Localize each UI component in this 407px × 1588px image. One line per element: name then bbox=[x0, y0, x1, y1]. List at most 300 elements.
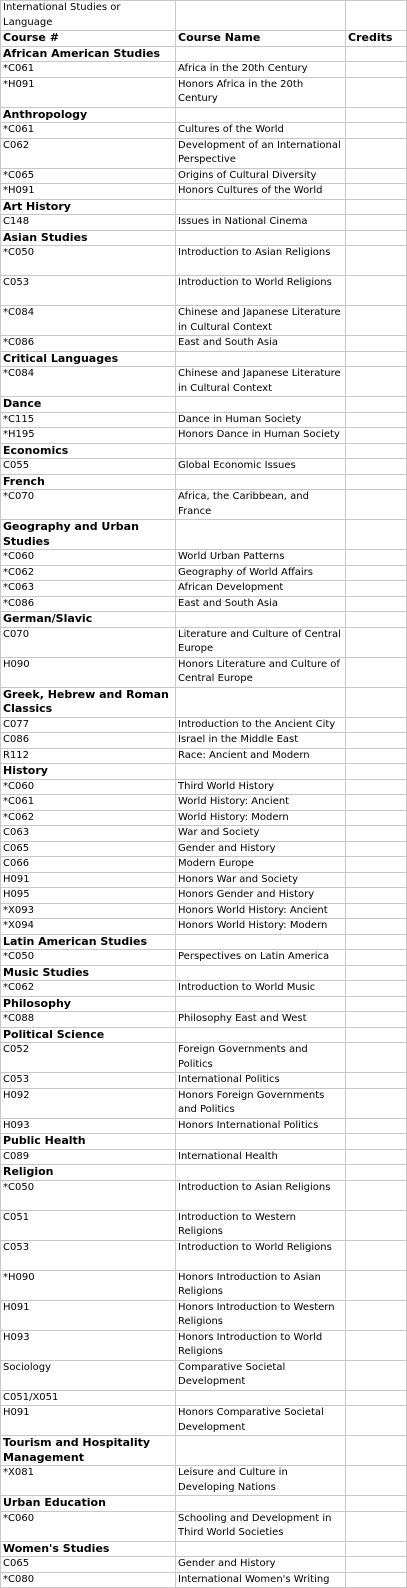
course-row bbox=[1, 733, 407, 749]
empty-cell bbox=[176, 1496, 346, 1512]
course-name: Comparative Societal Development bbox=[176, 1360, 346, 1390]
department-name: Public Health bbox=[1, 1134, 176, 1150]
course-row bbox=[1, 717, 407, 733]
course-row bbox=[1, 246, 407, 276]
course-row bbox=[1, 428, 407, 444]
course-row bbox=[1, 1210, 407, 1240]
course-number: C148 bbox=[1, 215, 176, 231]
course-name: Literature and Culture of Central Europe bbox=[176, 627, 346, 657]
credits-cell bbox=[346, 138, 407, 168]
course-number: C053 bbox=[1, 1073, 176, 1089]
course-number: C086 bbox=[1, 733, 176, 749]
course-row bbox=[1, 1149, 407, 1165]
empty-cell bbox=[176, 996, 346, 1012]
course-number: *C050 bbox=[1, 950, 176, 966]
credits-cell bbox=[346, 1496, 407, 1512]
course-row bbox=[1, 1390, 407, 1406]
course-number: C066 bbox=[1, 857, 176, 873]
credits-cell bbox=[346, 490, 407, 520]
course-number: *C061 bbox=[1, 123, 176, 139]
department-name: Greek, Hebrew and Roman Classics bbox=[1, 687, 176, 717]
credits-cell bbox=[346, 230, 407, 246]
department-name: Critical Languages bbox=[1, 351, 176, 367]
course-row bbox=[1, 215, 407, 231]
course-row bbox=[1, 336, 407, 352]
department-name: Urban Education bbox=[1, 1496, 176, 1512]
course-number: H095 bbox=[1, 888, 176, 904]
course-row bbox=[1, 795, 407, 811]
course-number: H091 bbox=[1, 1406, 176, 1436]
credits-cell bbox=[346, 123, 407, 139]
course-row bbox=[1, 1043, 407, 1073]
course-row bbox=[1, 123, 407, 139]
course-name: Honors Africa in the 20th Century bbox=[176, 77, 346, 107]
course-name: Honors Dance in Human Society bbox=[176, 428, 346, 444]
credits-cell bbox=[346, 748, 407, 764]
course-row bbox=[1, 168, 407, 184]
course-row bbox=[1, 1572, 407, 1588]
course-number: R112 bbox=[1, 748, 176, 764]
course-row bbox=[1, 184, 407, 200]
course-number: C077 bbox=[1, 717, 176, 733]
credits-cell bbox=[346, 1165, 407, 1181]
course-number: *C061 bbox=[1, 795, 176, 811]
department-name: Women's Studies bbox=[1, 1541, 176, 1557]
credits-cell bbox=[346, 1360, 407, 1390]
department-row bbox=[1, 612, 407, 628]
table-body bbox=[1, 1, 407, 1588]
empty-cell bbox=[176, 1541, 346, 1557]
department-row bbox=[1, 996, 407, 1012]
course-row bbox=[1, 1118, 407, 1134]
empty-cell bbox=[176, 46, 346, 62]
credits-cell bbox=[346, 596, 407, 612]
course-name: Development of an International Perspective bbox=[176, 138, 346, 168]
course-number: *C060 bbox=[1, 779, 176, 795]
course-row bbox=[1, 367, 407, 397]
credits-cell bbox=[346, 412, 407, 428]
course-number: *C062 bbox=[1, 565, 176, 581]
department-row bbox=[1, 351, 407, 367]
course-number: *C060 bbox=[1, 1511, 176, 1541]
course-name: Africa in the 20th Century bbox=[176, 62, 346, 78]
course-name: Geography of World Affairs bbox=[176, 565, 346, 581]
credits-cell bbox=[346, 215, 407, 231]
credits-cell bbox=[346, 77, 407, 107]
course-number: *C115 bbox=[1, 412, 176, 428]
course-name: Honors Literature and Culture of Central Europe bbox=[176, 657, 346, 687]
credits-cell bbox=[346, 841, 407, 857]
course-row bbox=[1, 490, 407, 520]
intro-empty-cell bbox=[346, 1, 407, 31]
course-name: Chinese and Japanese Literature in Cultural Context bbox=[176, 306, 346, 336]
department-name: Asian Studies bbox=[1, 230, 176, 246]
empty-cell bbox=[176, 934, 346, 950]
department-name: African American Studies bbox=[1, 46, 176, 62]
course-name: Africa, the Caribbean, and France bbox=[176, 490, 346, 520]
empty-cell bbox=[176, 1027, 346, 1043]
header-course-number: Course # bbox=[1, 31, 176, 47]
header-course-name: Course Name bbox=[176, 31, 346, 47]
credits-cell bbox=[346, 1043, 407, 1073]
course-number: *H091 bbox=[1, 77, 176, 107]
credits-cell bbox=[346, 1270, 407, 1300]
empty-cell bbox=[176, 397, 346, 413]
department-name: Tourism and Hospitality Management bbox=[1, 1436, 176, 1466]
intro-row bbox=[1, 1, 407, 31]
course-name: Honors Introduction to World Religions bbox=[176, 1330, 346, 1360]
course-name: Philosophy East and West bbox=[176, 1012, 346, 1028]
course-name: Modern Europe bbox=[176, 857, 346, 873]
course-name: Honors International Politics bbox=[176, 1118, 346, 1134]
course-number: *C084 bbox=[1, 306, 176, 336]
department-row bbox=[1, 107, 407, 123]
course-row bbox=[1, 1270, 407, 1300]
credits-cell bbox=[346, 443, 407, 459]
department-name: Economics bbox=[1, 443, 176, 459]
empty-cell bbox=[176, 1165, 346, 1181]
course-row bbox=[1, 903, 407, 919]
credits-cell bbox=[346, 184, 407, 200]
credits-cell bbox=[346, 795, 407, 811]
credits-cell bbox=[346, 168, 407, 184]
course-number: *X093 bbox=[1, 903, 176, 919]
course-number: *C086 bbox=[1, 336, 176, 352]
credits-cell bbox=[346, 717, 407, 733]
credits-cell bbox=[346, 336, 407, 352]
department-row bbox=[1, 934, 407, 950]
course-name: Issues in National Cinema bbox=[176, 215, 346, 231]
course-row bbox=[1, 1360, 407, 1390]
credits-cell bbox=[346, 934, 407, 950]
course-name: Foreign Governments and Politics bbox=[176, 1043, 346, 1073]
course-number: *C086 bbox=[1, 596, 176, 612]
credits-cell bbox=[346, 474, 407, 490]
course-number: C063 bbox=[1, 826, 176, 842]
course-row bbox=[1, 1511, 407, 1541]
course-name: Global Economic Issues bbox=[176, 459, 346, 475]
course-row bbox=[1, 550, 407, 566]
course-number: C053 bbox=[1, 276, 176, 306]
department-row bbox=[1, 443, 407, 459]
course-number: *X094 bbox=[1, 919, 176, 935]
course-name: World History: Ancient bbox=[176, 795, 346, 811]
empty-cell bbox=[176, 1436, 346, 1466]
course-row bbox=[1, 1180, 407, 1210]
credits-cell bbox=[346, 1240, 407, 1270]
course-row bbox=[1, 841, 407, 857]
department-name: Art History bbox=[1, 199, 176, 215]
empty-cell bbox=[176, 107, 346, 123]
course-name: Third World History bbox=[176, 779, 346, 795]
course-row bbox=[1, 857, 407, 873]
empty-cell bbox=[176, 764, 346, 780]
credits-cell bbox=[346, 1390, 407, 1406]
course-row bbox=[1, 1330, 407, 1360]
course-name: Honors Introduction to Asian Religions bbox=[176, 1270, 346, 1300]
course-number: *C080 bbox=[1, 1572, 176, 1588]
course-number: H091 bbox=[1, 1300, 176, 1330]
credits-cell bbox=[346, 965, 407, 981]
course-number: *C084 bbox=[1, 367, 176, 397]
course-name: Honors Gender and History bbox=[176, 888, 346, 904]
course-name: Origins of Cultural Diversity bbox=[176, 168, 346, 184]
credits-cell bbox=[346, 107, 407, 123]
credits-cell bbox=[346, 199, 407, 215]
credits-cell bbox=[346, 581, 407, 597]
course-name: Schooling and Development in Third World Societies bbox=[176, 1511, 346, 1541]
credits-cell bbox=[346, 428, 407, 444]
credits-cell bbox=[346, 46, 407, 62]
credits-cell bbox=[346, 1027, 407, 1043]
empty-cell bbox=[176, 612, 346, 628]
course-name: War and Society bbox=[176, 826, 346, 842]
course-row bbox=[1, 779, 407, 795]
course-number: H092 bbox=[1, 1088, 176, 1118]
credits-cell bbox=[346, 981, 407, 997]
course-name: International Women's Writing bbox=[176, 1572, 346, 1588]
course-row bbox=[1, 1073, 407, 1089]
course-name: Introduction to Asian Religions bbox=[176, 1180, 346, 1210]
department-row bbox=[1, 1165, 407, 1181]
course-name: Honors Introduction to Western Religions bbox=[176, 1300, 346, 1330]
empty-cell bbox=[176, 230, 346, 246]
course-name: Israel in the Middle East bbox=[176, 733, 346, 749]
department-name: Music Studies bbox=[1, 965, 176, 981]
credits-cell bbox=[346, 550, 407, 566]
course-number: *C088 bbox=[1, 1012, 176, 1028]
empty-cell bbox=[176, 965, 346, 981]
course-row bbox=[1, 810, 407, 826]
credits-cell bbox=[346, 1330, 407, 1360]
credits-cell bbox=[346, 1180, 407, 1210]
course-name: Introduction to World Religions bbox=[176, 1240, 346, 1270]
course-row bbox=[1, 950, 407, 966]
course-row bbox=[1, 412, 407, 428]
credits-cell bbox=[346, 733, 407, 749]
credits-cell bbox=[346, 1300, 407, 1330]
course-name: Gender and History bbox=[176, 1557, 346, 1573]
credits-cell bbox=[346, 903, 407, 919]
credits-cell bbox=[346, 1406, 407, 1436]
course-row bbox=[1, 138, 407, 168]
credits-cell bbox=[346, 1134, 407, 1150]
credits-cell bbox=[346, 764, 407, 780]
course-number: H093 bbox=[1, 1118, 176, 1134]
course-name: Introduction to World Religions bbox=[176, 276, 346, 306]
course-name: Introduction to the Ancient City bbox=[176, 717, 346, 733]
course-name: Honors Cultures of the World bbox=[176, 184, 346, 200]
department-row bbox=[1, 965, 407, 981]
course-number: C062 bbox=[1, 138, 176, 168]
credits-cell bbox=[346, 826, 407, 842]
course-row bbox=[1, 62, 407, 78]
course-number: *C065 bbox=[1, 168, 176, 184]
course-row bbox=[1, 1466, 407, 1496]
course-name: Introduction to World Music bbox=[176, 981, 346, 997]
empty-cell bbox=[176, 474, 346, 490]
course-name: Introduction to Western Religions bbox=[176, 1210, 346, 1240]
department-name: French bbox=[1, 474, 176, 490]
course-number: C065 bbox=[1, 1557, 176, 1573]
course-name: Honors War and Society bbox=[176, 872, 346, 888]
course-row bbox=[1, 581, 407, 597]
course-number: H093 bbox=[1, 1330, 176, 1360]
course-number: *H091 bbox=[1, 184, 176, 200]
course-name: Introduction to Asian Religions bbox=[176, 246, 346, 276]
course-number: C053 bbox=[1, 1240, 176, 1270]
course-row bbox=[1, 627, 407, 657]
header-row bbox=[1, 31, 407, 47]
course-number: *C050 bbox=[1, 246, 176, 276]
department-name: Philosophy bbox=[1, 996, 176, 1012]
course-row bbox=[1, 1088, 407, 1118]
course-name: International Politics bbox=[176, 1073, 346, 1089]
department-row bbox=[1, 520, 407, 550]
intro-label: International Studies or Language bbox=[1, 1, 176, 31]
course-name: East and South Asia bbox=[176, 596, 346, 612]
course-name: Chinese and Japanese Literature in Cultural Context bbox=[176, 367, 346, 397]
course-number: *X081 bbox=[1, 1466, 176, 1496]
credits-cell bbox=[346, 1466, 407, 1496]
empty-cell bbox=[176, 687, 346, 717]
department-row bbox=[1, 230, 407, 246]
credits-cell bbox=[346, 1118, 407, 1134]
course-row bbox=[1, 565, 407, 581]
credits-cell bbox=[346, 1149, 407, 1165]
department-name: German/Slavic bbox=[1, 612, 176, 628]
credits-cell bbox=[346, 888, 407, 904]
course-row bbox=[1, 919, 407, 935]
course-number: C051/X051 bbox=[1, 1390, 176, 1406]
credits-cell bbox=[346, 276, 407, 306]
credits-cell bbox=[346, 367, 407, 397]
department-row bbox=[1, 1496, 407, 1512]
course-row bbox=[1, 1406, 407, 1436]
course-name: East and South Asia bbox=[176, 336, 346, 352]
department-row bbox=[1, 46, 407, 62]
department-name: History bbox=[1, 764, 176, 780]
credits-cell bbox=[346, 919, 407, 935]
credits-cell bbox=[346, 1557, 407, 1573]
department-row bbox=[1, 1134, 407, 1150]
course-row bbox=[1, 872, 407, 888]
credits-cell bbox=[346, 810, 407, 826]
course-name: World History: Modern bbox=[176, 810, 346, 826]
course-row bbox=[1, 1240, 407, 1270]
course-row bbox=[1, 596, 407, 612]
course-row bbox=[1, 888, 407, 904]
course-row bbox=[1, 459, 407, 475]
course-row bbox=[1, 1557, 407, 1573]
credits-cell bbox=[346, 1073, 407, 1089]
course-name: World Urban Patterns bbox=[176, 550, 346, 566]
course-number: C070 bbox=[1, 627, 176, 657]
empty-cell bbox=[176, 199, 346, 215]
credits-cell bbox=[346, 687, 407, 717]
credits-cell bbox=[346, 62, 407, 78]
credits-cell bbox=[346, 872, 407, 888]
course-row bbox=[1, 657, 407, 687]
course-name: African Development bbox=[176, 581, 346, 597]
credits-cell bbox=[346, 1541, 407, 1557]
course-number: *C062 bbox=[1, 810, 176, 826]
course-number: *C061 bbox=[1, 62, 176, 78]
course-number: C052 bbox=[1, 1043, 176, 1073]
department-row bbox=[1, 687, 407, 717]
department-name: Anthropology bbox=[1, 107, 176, 123]
credits-cell bbox=[346, 1012, 407, 1028]
credits-cell bbox=[346, 1511, 407, 1541]
intro-empty-cell bbox=[176, 1, 346, 31]
credits-cell bbox=[346, 306, 407, 336]
course-name: Honors Foreign Governments and Politics bbox=[176, 1088, 346, 1118]
course-number: *C063 bbox=[1, 581, 176, 597]
department-name: Latin American Studies bbox=[1, 934, 176, 950]
course-number: *H090 bbox=[1, 1270, 176, 1300]
course-row bbox=[1, 826, 407, 842]
credits-cell bbox=[346, 246, 407, 276]
credits-cell bbox=[346, 1210, 407, 1240]
course-number: Sociology bbox=[1, 1360, 176, 1390]
department-name: Political Science bbox=[1, 1027, 176, 1043]
department-row bbox=[1, 764, 407, 780]
credits-cell bbox=[346, 1436, 407, 1466]
department-row bbox=[1, 474, 407, 490]
course-name: Gender and History bbox=[176, 841, 346, 857]
course-name: Cultures of the World bbox=[176, 123, 346, 139]
course-row bbox=[1, 306, 407, 336]
credits-cell bbox=[346, 1088, 407, 1118]
course-number: C055 bbox=[1, 459, 176, 475]
course-number: *C060 bbox=[1, 550, 176, 566]
department-row bbox=[1, 1436, 407, 1466]
course-number: C065 bbox=[1, 841, 176, 857]
department-row bbox=[1, 1027, 407, 1043]
department-name: Geography and Urban Studies bbox=[1, 520, 176, 550]
department-row bbox=[1, 397, 407, 413]
course-number: *C050 bbox=[1, 1180, 176, 1210]
course-number: H091 bbox=[1, 872, 176, 888]
course-name: Honors Comparative Societal Development bbox=[176, 1406, 346, 1436]
department-name: Dance bbox=[1, 397, 176, 413]
credits-cell bbox=[346, 520, 407, 550]
credits-cell bbox=[346, 950, 407, 966]
credits-cell bbox=[346, 397, 407, 413]
empty-cell bbox=[176, 520, 346, 550]
credits-cell bbox=[346, 459, 407, 475]
course-name: Leisure and Culture in Developing Nations bbox=[176, 1466, 346, 1496]
course-name: Race: Ancient and Modern bbox=[176, 748, 346, 764]
course-name bbox=[176, 1390, 346, 1406]
credits-cell bbox=[346, 351, 407, 367]
course-row bbox=[1, 1012, 407, 1028]
course-name: Perspectives on Latin America bbox=[176, 950, 346, 966]
course-name: Honors World History: Ancient bbox=[176, 903, 346, 919]
credits-cell bbox=[346, 612, 407, 628]
course-row bbox=[1, 981, 407, 997]
course-row bbox=[1, 77, 407, 107]
course-row bbox=[1, 748, 407, 764]
credits-cell bbox=[346, 657, 407, 687]
course-number: *C070 bbox=[1, 490, 176, 520]
course-row bbox=[1, 276, 407, 306]
credits-cell bbox=[346, 627, 407, 657]
course-name: Dance in Human Society bbox=[176, 412, 346, 428]
course-number: H090 bbox=[1, 657, 176, 687]
course-name: International Health bbox=[176, 1149, 346, 1165]
credits-cell bbox=[346, 1572, 407, 1588]
